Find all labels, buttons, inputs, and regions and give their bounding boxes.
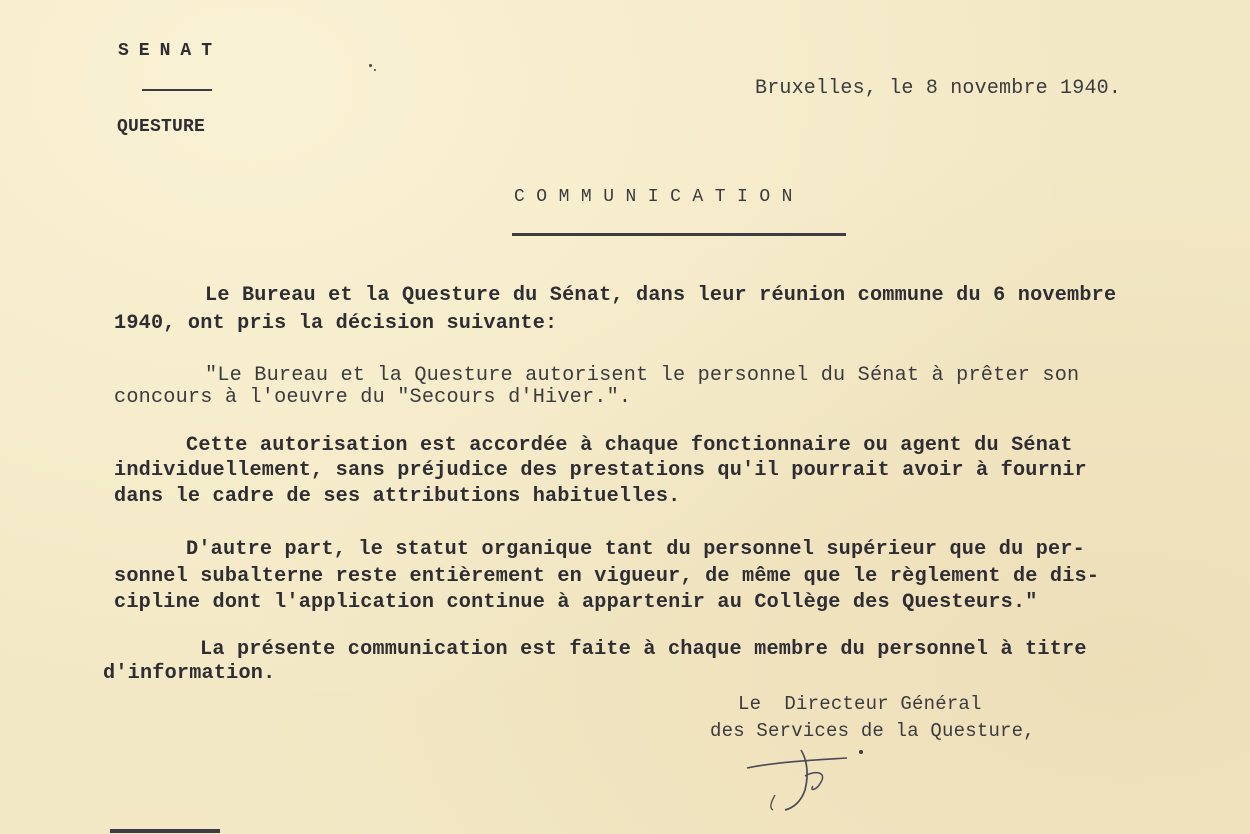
handwritten-signature: [735, 740, 875, 815]
paragraph-2-line-2: concours à l'oeuvre du "Secours d'Hiver.".: [114, 386, 632, 409]
paragraph-4-line-3: cipline dont l'application continue à appartenir au Collège des Questeurs.": [114, 591, 1038, 614]
paragraph-1-line-1: Le Bureau et la Questure du Sénat, dans leur réunion commune du 6 novembre: [205, 284, 1117, 307]
paragraph-5-line-2: d'information.: [103, 662, 276, 685]
institution-name: SENAT: [118, 41, 223, 61]
paragraph-3-line-3: dans le cadre de ses attributions habituelles.: [114, 485, 681, 508]
department-name: QUESTURE: [117, 117, 206, 137]
bottom-rule: [110, 829, 220, 833]
signature-title-line-2: des Services de la Questure,: [710, 720, 1035, 742]
header-divider: [142, 89, 212, 91]
paragraph-3-line-1: Cette autorisation est accordée à chaque fonctionnaire ou agent du Sénat: [186, 434, 1073, 457]
paragraph-5-line-1: La présente communication est faite à chaque membre du personnel à titre: [200, 638, 1087, 661]
paper-speck: [369, 64, 372, 67]
paragraph-2-line-1: "Le Bureau et la Questure autorisent le personnel du Sénat à prêter son: [205, 364, 1080, 387]
paragraph-3-line-2: individuellement, sans préjudice des prestations qu'il pourrait avoir à fournir: [114, 459, 1087, 482]
document-title: COMMUNICATION: [514, 187, 804, 207]
paragraph-1-line-2: 1940, ont pris la décision suivante:: [114, 312, 558, 335]
title-underline: [512, 233, 846, 236]
paragraph-4-line-1: D'autre part, le statut organique tant du personnel supérieur que du per-: [186, 538, 1085, 561]
paragraph-4-line-2: sonnel subalterne reste entièrement en vigueur, de même que le règlement de dis-: [114, 565, 1100, 588]
paper-speck: [374, 69, 376, 71]
dateline: Bruxelles, le 8 novembre 1940.: [755, 77, 1122, 100]
signature-title-line-1: Le Directeur Général: [738, 693, 982, 715]
